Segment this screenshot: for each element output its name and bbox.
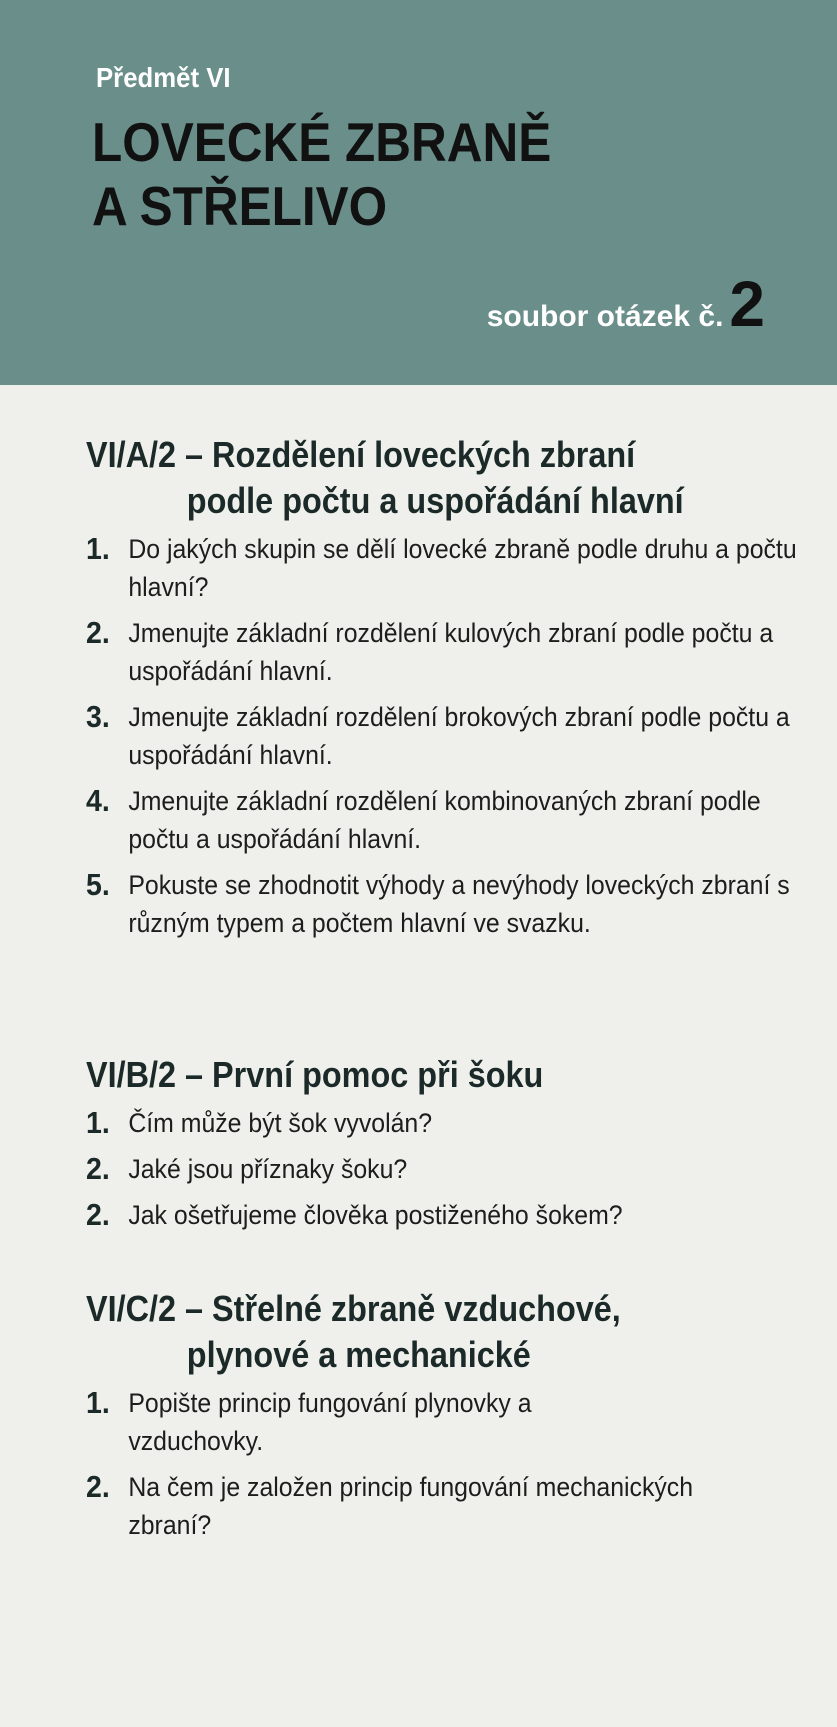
question-set	[486, 268, 765, 340]
question-number: 3.	[86, 699, 110, 734]
section-heading-line: VI/B/2 – První pomoc při šoku	[86, 1054, 544, 1095]
question-item	[86, 1104, 809, 1142]
question-text: Jak ošetřujeme člověka postiženého šokem?	[128, 1200, 623, 1230]
question-text: Jmenujte základní rozdělení brokových zbraní podle počtu a uspořádání hlavní.	[128, 702, 790, 770]
section-heading-line: VI/C/2 – Střelné zbraně vzduchové,	[86, 1288, 621, 1329]
header-band	[0, 0, 837, 385]
question-number: 4.	[86, 783, 110, 818]
question-number: 2.	[86, 1197, 110, 1232]
question-number: 1.	[86, 1385, 110, 1420]
question-text: Jmenujte základní rozdělení kombinovaných zbraní podle počtu a uspořádání hlavní.	[128, 786, 761, 854]
question-text: Pokuste se zhodnotit výhody a nevýhody loveckých zbraní s různým typem a počtem hlavní ve svazku.	[128, 870, 790, 938]
question-text: Do jakých skupin se dělí lovecké zbraně podle druhu a počtu hlavní?	[128, 534, 797, 602]
question-item	[86, 1468, 699, 1544]
subject-label: Předmět VI	[96, 62, 231, 93]
section-heading-line: VI/A/2 – Rozdělení loveckých zbraní	[86, 434, 636, 475]
section-heading	[86, 1052, 797, 1098]
question-number: 2.	[86, 1151, 110, 1186]
question-text: Jmenujte základní rozdělení kulových zbraní podle počtu a uspořádání hlavní.	[128, 618, 774, 686]
question-number: 1.	[86, 1105, 110, 1140]
question-item	[86, 1150, 809, 1188]
question-item	[86, 530, 809, 606]
section-heading	[86, 1286, 797, 1378]
question-item	[86, 1196, 809, 1234]
question-item	[86, 698, 809, 774]
question-number: 1.	[86, 531, 110, 566]
section-vi-c-2	[86, 1286, 806, 1552]
title-line: LOVECKÉ ZBRANĚ	[92, 111, 552, 173]
title-line: A STŘELIVO	[92, 175, 388, 237]
section-vi-b-2	[86, 1052, 806, 1242]
section-heading-line: podle počtu a uspořádání hlavní	[186, 480, 684, 521]
question-item	[86, 866, 809, 942]
section-heading-line: plynové a mechanické	[186, 1334, 531, 1375]
question-number: 5.	[86, 867, 110, 902]
page-title	[92, 110, 551, 238]
section-heading	[86, 432, 797, 524]
question-number: 2.	[86, 1469, 110, 1504]
question-item	[86, 782, 809, 858]
section-vi-a-2	[86, 432, 806, 950]
question-number: 2.	[86, 615, 110, 650]
question-text: Čím může být šok vyvolán?	[128, 1108, 433, 1138]
question-set-label: soubor otázek č.	[486, 300, 724, 333]
question-set-number: 2	[729, 268, 765, 340]
question-text: Na čem je založen princip fungování mechanických zbraní?	[128, 1472, 694, 1540]
question-item	[86, 614, 809, 690]
question-text: Jaké jsou příznaky šoku?	[128, 1154, 408, 1184]
question-text: Popište princip fungování plynovky a vzduchovky.	[128, 1388, 532, 1456]
question-item	[86, 1384, 607, 1460]
